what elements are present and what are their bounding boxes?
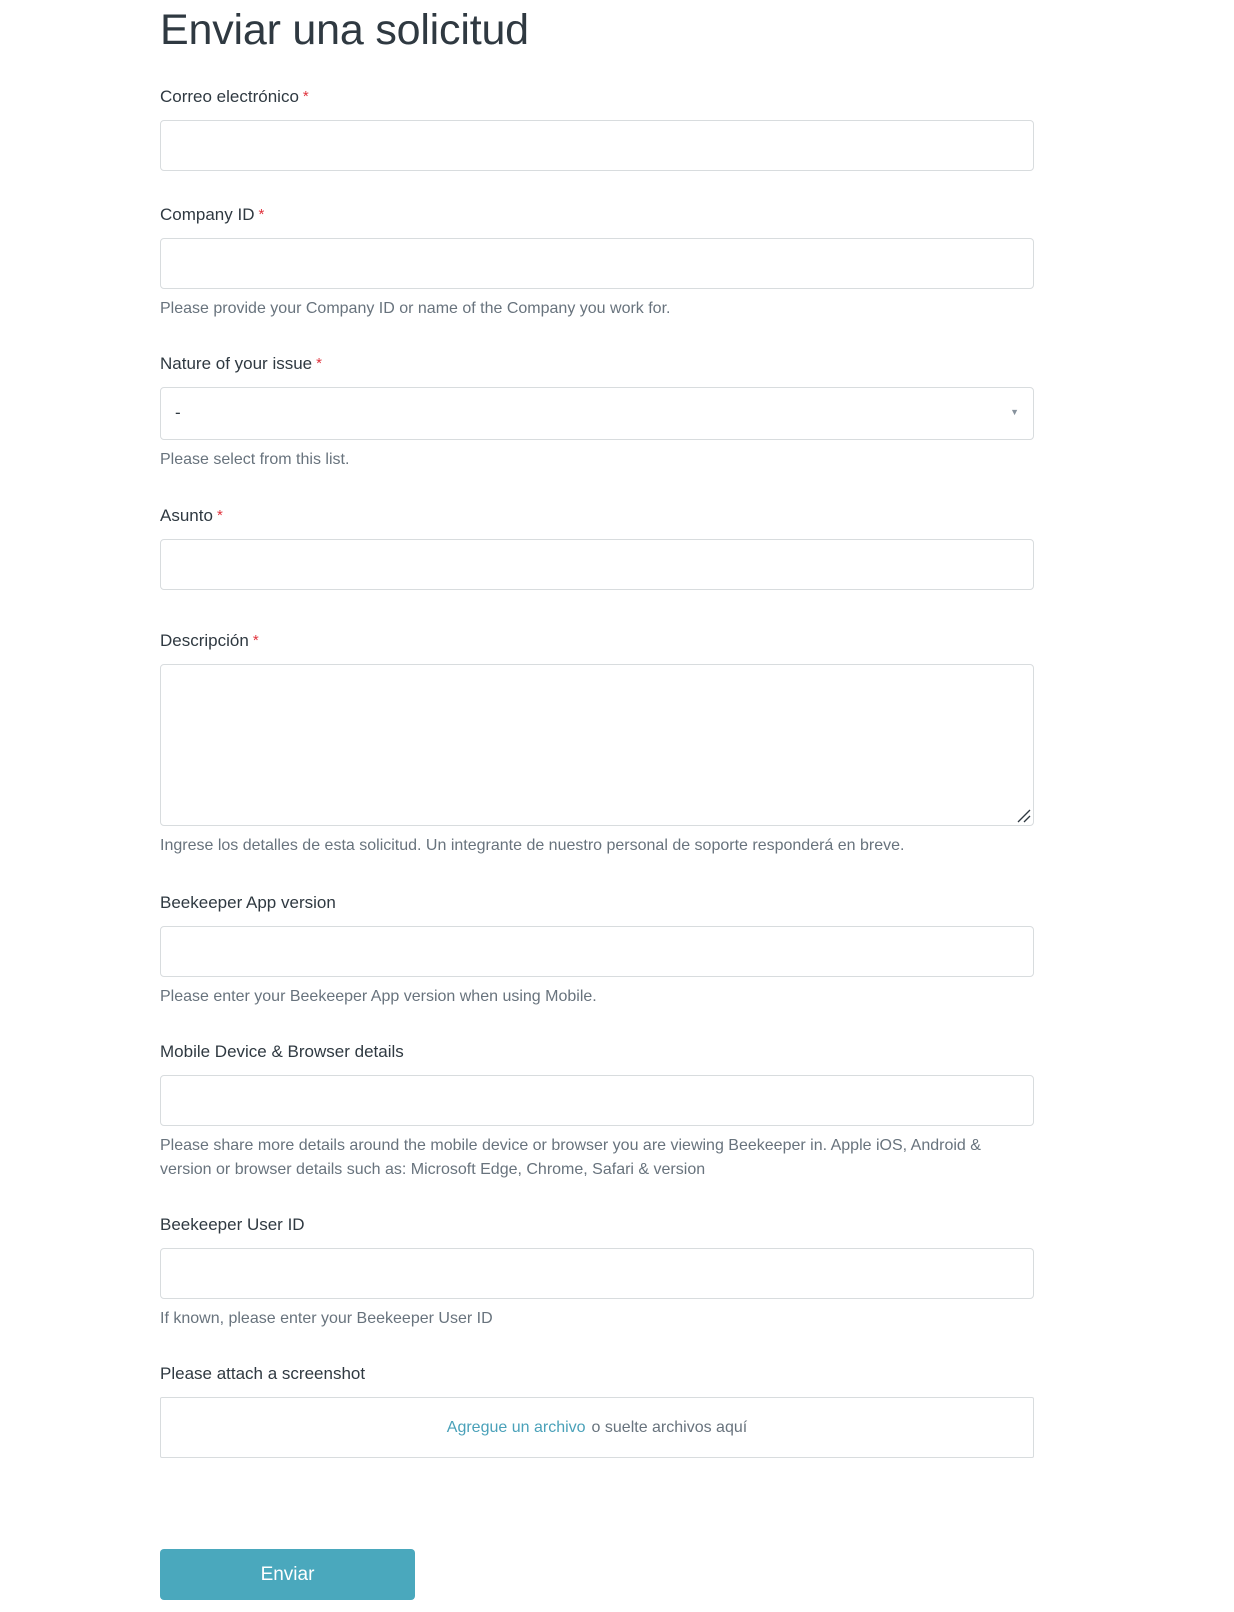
app-version-label: Beekeeper App version: [160, 893, 336, 912]
user-id-hint: If known, please enter your Beekeeper User ID: [160, 1310, 493, 1327]
user-id-label: Beekeeper User ID: [160, 1215, 305, 1234]
company-id-input[interactable]: [160, 238, 1034, 289]
app-version-input[interactable]: [160, 926, 1034, 977]
issue-nature-hint: Please select from this list.: [160, 451, 350, 468]
company-id-hint: Please provide your Company ID or name of the Company you work for.: [160, 300, 671, 317]
email-input[interactable]: [160, 120, 1034, 171]
company-id-label: Company ID *: [160, 205, 265, 224]
description-textarea[interactable]: [161, 665, 1033, 825]
issue-nature-selected-value: -: [175, 403, 181, 422]
attachment-field-group: [160, 1363, 1034, 1458]
description-field-group: [160, 630, 1034, 858]
issue-nature-field-group: [160, 353, 1034, 472]
subject-label: Asunto *: [160, 506, 223, 525]
required-mark: *: [302, 88, 309, 105]
submit-button[interactable]: Enviar: [160, 1549, 415, 1600]
required-mark: *: [316, 355, 322, 372]
description-label: Descripción *: [160, 631, 259, 650]
device-details-field-group: [160, 1041, 1034, 1182]
triangle-down-icon: ▼: [1010, 407, 1019, 417]
page-title: Enviar una solicitud: [160, 6, 529, 54]
device-details-label: Mobile Device & Browser details: [160, 1042, 404, 1061]
request-form-container: [160, 0, 1034, 1585]
subject-field-group: [160, 505, 1034, 590]
user-id-input[interactable]: [160, 1248, 1034, 1299]
app-version-hint: Please enter your Beekeeper App version when using Mobile.: [160, 988, 597, 1005]
drop-files-text: o suelte archivos aquí: [591, 1418, 748, 1436]
issue-nature-select[interactable]: [160, 387, 1034, 440]
required-mark: *: [258, 206, 265, 223]
issue-nature-label: Nature of your issue *: [160, 354, 322, 373]
description-textarea-wrapper: [160, 664, 1034, 826]
description-hint: Ingrese los detalles de esta solicitud. Un integrante de nuestro personal de soporte responderá en breve.: [160, 837, 905, 854]
required-mark: *: [252, 632, 259, 649]
user-id-field-group: [160, 1214, 1034, 1331]
file-dropzone[interactable]: [160, 1397, 1034, 1458]
company-id-field-group: [160, 204, 1034, 321]
device-details-hint: Please share more details around the mobile device or browser you are viewing Beekeeper in. Apple iOS, Android & version or browser details such as: Microsoft Edge, Chrome, Safari & version: [160, 1137, 981, 1178]
required-mark: *: [216, 507, 223, 524]
app-version-field-group: [160, 892, 1034, 1009]
resize-handle-icon[interactable]: [1015, 807, 1031, 823]
subject-input[interactable]: [160, 539, 1034, 590]
email-field-group: [160, 86, 1034, 171]
device-details-input[interactable]: [160, 1075, 1034, 1126]
attachment-label: Please attach a screenshot: [160, 1364, 366, 1383]
add-file-link[interactable]: Agregue un archivo: [446, 1418, 586, 1436]
email-label: Correo electrónico *: [160, 87, 309, 106]
